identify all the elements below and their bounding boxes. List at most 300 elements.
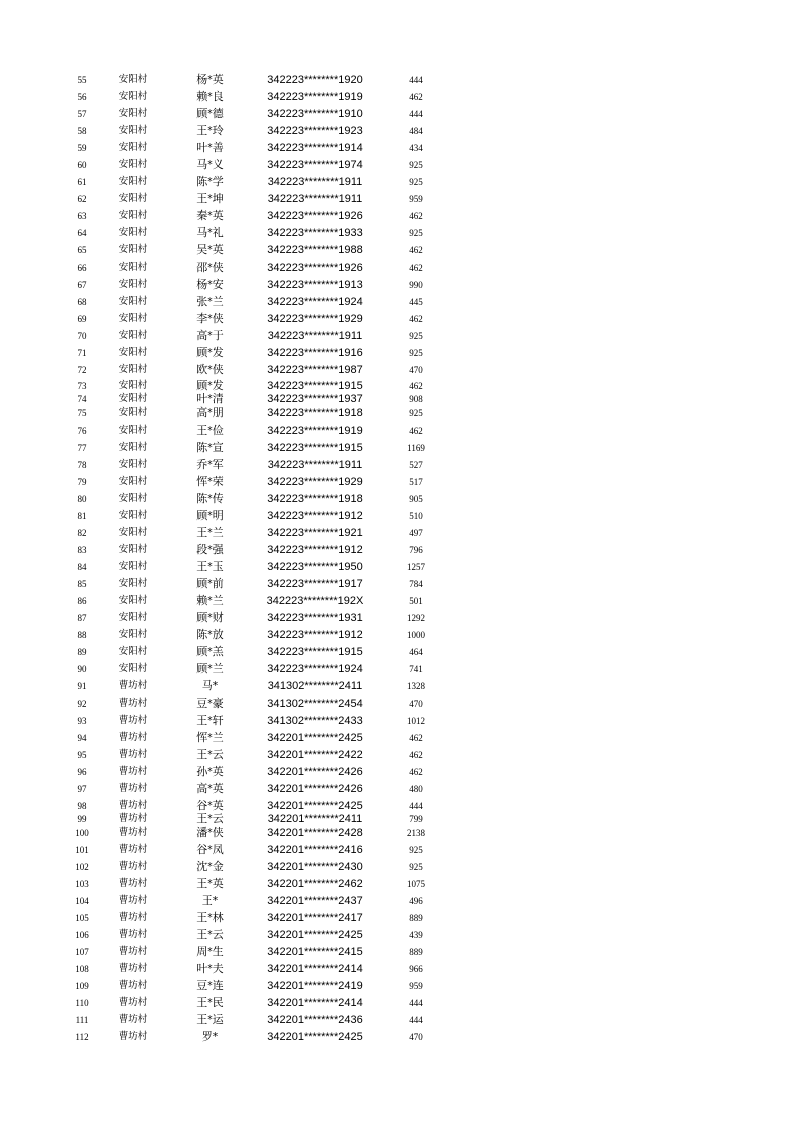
amount: 470	[409, 699, 423, 709]
row-number: 72	[77, 365, 87, 375]
table-row	[0, 842, 793, 858]
row-number: 60	[77, 160, 87, 170]
id-number: 342201********2411	[267, 813, 363, 825]
row-number: 82	[77, 528, 87, 538]
amount: 462	[409, 92, 423, 102]
village-name: 安阳村	[118, 629, 148, 640]
table-row	[0, 140, 793, 156]
amount: 470	[409, 365, 423, 375]
table-row	[0, 491, 793, 507]
id-number: 342223********1924	[267, 296, 363, 308]
person-name: 陈*放	[196, 628, 224, 641]
village-name: 曹坊村	[118, 980, 148, 991]
id-number: 342223********1929	[267, 313, 363, 325]
person-name: 段*强	[196, 543, 224, 556]
amount: 470	[409, 1032, 423, 1042]
village-name: 安阳村	[118, 74, 148, 85]
row-number: 84	[77, 562, 87, 572]
amount: 741	[409, 664, 423, 674]
table-row	[0, 893, 793, 909]
person-name: 高*英	[196, 782, 224, 795]
id-number: 342223********1913	[267, 279, 363, 291]
row-number: 89	[77, 647, 87, 657]
amount: 1012	[407, 716, 425, 726]
person-name: 叶*善	[196, 141, 224, 154]
amount: 497	[409, 528, 423, 538]
row-number: 79	[77, 477, 87, 487]
village-name: 曹坊村	[118, 766, 148, 777]
village-name: 安阳村	[118, 296, 148, 307]
amount: 925	[409, 348, 423, 358]
id-number: 342201********2426	[267, 783, 363, 795]
row-number: 75	[77, 408, 87, 418]
id-number: 342201********2425	[267, 800, 363, 812]
amount: 462	[409, 211, 423, 221]
row-number: 107	[75, 947, 89, 957]
person-name: 顾*兰	[196, 662, 224, 675]
table-row	[0, 328, 793, 344]
person-name: 恽*荣	[196, 475, 224, 488]
person-name: 孙*英	[196, 765, 224, 778]
person-name: 欧*侠	[196, 363, 224, 376]
person-name: 赖*兰	[196, 594, 224, 607]
id-number: 342223********1912	[267, 544, 363, 556]
amount: 1169	[407, 443, 425, 453]
row-number: 70	[77, 331, 87, 341]
row-number: 55	[77, 75, 87, 85]
amount: 990	[409, 280, 423, 290]
village-name: 曹坊村	[118, 1014, 148, 1025]
id-number: 342223********1923	[267, 125, 363, 137]
id-number: 342223********1926	[267, 210, 363, 222]
table-row	[0, 961, 793, 977]
village-name: 曹坊村	[118, 680, 148, 691]
row-number: 77	[77, 443, 87, 453]
row-number: 56	[77, 92, 87, 102]
amount: 444	[409, 75, 423, 85]
amount: 959	[409, 194, 423, 204]
amount: 925	[409, 408, 423, 418]
table-row	[0, 978, 793, 994]
id-number: 342223********1929	[267, 476, 363, 488]
row-number: 93	[77, 716, 87, 726]
amount: 444	[409, 1015, 423, 1025]
person-name: 王*林	[196, 911, 224, 924]
table-row	[0, 876, 793, 892]
id-number: 342223********1931	[267, 612, 363, 624]
table-row	[0, 910, 793, 926]
table-row	[0, 525, 793, 541]
row-number: 63	[77, 211, 87, 221]
row-number: 105	[75, 913, 89, 923]
table-row	[0, 72, 793, 88]
id-number: 342223********1988	[267, 244, 363, 256]
table-row	[0, 576, 793, 592]
table-row	[0, 747, 793, 763]
row-number: 94	[77, 733, 87, 743]
table-row	[0, 405, 793, 421]
amount: 784	[409, 579, 423, 589]
amount: 462	[409, 381, 423, 391]
id-number: 342223********1914	[267, 142, 363, 154]
person-name: 王*民	[196, 996, 224, 1009]
amount: 925	[409, 160, 423, 170]
table-row	[0, 362, 793, 378]
amount: 889	[409, 913, 423, 923]
person-name: 叶*夫	[196, 962, 224, 975]
row-number: 73	[77, 381, 87, 391]
village-name: 安阳村	[118, 561, 148, 572]
amount: 462	[409, 767, 423, 777]
amount: 517	[409, 477, 423, 487]
row-number: 85	[77, 579, 87, 589]
row-number: 96	[77, 767, 87, 777]
row-number: 78	[77, 460, 87, 470]
person-name: 王*云	[196, 812, 224, 825]
person-name: 张*兰	[196, 295, 224, 308]
table-row	[0, 440, 793, 456]
person-name: 王*	[201, 894, 219, 907]
table-row	[0, 508, 793, 524]
id-number: 342223********1911	[267, 176, 363, 188]
amount: 925	[409, 228, 423, 238]
amount: 925	[409, 331, 423, 341]
person-name: 顾*发	[196, 346, 224, 359]
id-number: 341302********2411	[267, 680, 363, 692]
village-name: 安阳村	[118, 425, 148, 436]
person-name: 王*轩	[196, 714, 224, 727]
village-name: 安阳村	[118, 227, 148, 238]
table-row	[0, 696, 793, 712]
id-number: 342223********1924	[267, 663, 363, 675]
id-number: 342201********2414	[267, 963, 363, 975]
row-number: 101	[75, 845, 89, 855]
id-number: 342223********1916	[267, 347, 363, 359]
amount: 2138	[407, 828, 425, 838]
village-name: 安阳村	[118, 244, 148, 255]
table-row	[0, 1029, 793, 1045]
village-name: 曹坊村	[118, 895, 148, 906]
id-number: 342223********1974	[267, 159, 363, 171]
table-row	[0, 995, 793, 1011]
row-number: 61	[77, 177, 87, 187]
person-name: 谷*英	[196, 799, 224, 812]
village-name: 安阳村	[118, 407, 148, 418]
id-number: 342223********1911	[267, 193, 363, 205]
row-number: 68	[77, 297, 87, 307]
row-number: 86	[77, 596, 87, 606]
id-number: 342223********1933	[267, 227, 363, 239]
id-number: 342223********1919	[267, 91, 363, 103]
amount: 444	[409, 801, 423, 811]
id-number: 342223********1950	[267, 561, 363, 573]
id-number: 342223********192X	[266, 595, 364, 607]
row-number: 95	[77, 750, 87, 760]
village-name: 曹坊村	[118, 1031, 148, 1042]
table-row	[0, 242, 793, 258]
person-name: 豆*连	[196, 979, 224, 992]
table-row	[0, 208, 793, 224]
village-name: 安阳村	[118, 595, 148, 606]
amount: 527	[409, 460, 423, 470]
table-row	[0, 277, 793, 293]
row-number: 62	[77, 194, 87, 204]
village-name: 安阳村	[118, 364, 148, 375]
id-number: 342223********1987	[267, 364, 363, 376]
row-number: 83	[77, 545, 87, 555]
village-name: 安阳村	[118, 578, 148, 589]
amount: 799	[409, 814, 423, 824]
row-number: 65	[77, 245, 87, 255]
id-number: 342201********2425	[267, 929, 363, 941]
id-number: 342223********1911	[267, 459, 363, 471]
person-name: 顾*前	[196, 577, 224, 590]
person-name: 杨*安	[196, 278, 224, 291]
amount: 796	[409, 545, 423, 555]
amount: 959	[409, 981, 423, 991]
table-row	[0, 593, 793, 609]
person-name: 杨*英	[196, 73, 224, 86]
village-name: 安阳村	[118, 108, 148, 119]
table-row	[0, 474, 793, 490]
table-row	[0, 191, 793, 207]
village-name: 安阳村	[118, 527, 148, 538]
person-name: 王*坤	[196, 192, 224, 205]
row-number: 90	[77, 664, 87, 674]
person-name: 王*英	[196, 877, 224, 890]
village-name: 安阳村	[118, 210, 148, 221]
person-name: 王*运	[196, 1013, 224, 1026]
person-name: 罗*	[201, 1030, 219, 1043]
id-number: 342201********2437	[267, 895, 363, 907]
table-row	[0, 157, 793, 173]
amount: 925	[409, 177, 423, 187]
amount: 445	[409, 297, 423, 307]
row-number: 67	[77, 280, 87, 290]
village-name: 曹坊村	[118, 749, 148, 760]
person-name: 吴*英	[196, 243, 224, 256]
amount: 444	[409, 109, 423, 119]
row-number: 87	[77, 613, 87, 623]
id-number: 342201********2416	[267, 844, 363, 856]
village-name: 曹坊村	[118, 698, 148, 709]
row-number: 69	[77, 314, 87, 324]
id-number: 342223********1918	[267, 407, 363, 419]
id-number: 342201********2425	[267, 732, 363, 744]
amount: 908	[409, 394, 423, 404]
amount: 462	[409, 750, 423, 760]
table-row	[0, 294, 793, 310]
table-row	[0, 542, 793, 558]
table-row	[0, 781, 793, 797]
id-number: 341302********2454	[267, 698, 363, 710]
amount: 1000	[407, 630, 425, 640]
person-name: 邵*侠	[196, 261, 224, 274]
id-number: 342201********2415	[267, 946, 363, 958]
village-name: 安阳村	[118, 279, 148, 290]
row-number: 66	[77, 263, 87, 273]
row-number: 80	[77, 494, 87, 504]
row-number: 111	[75, 1015, 89, 1025]
village-name: 安阳村	[118, 142, 148, 153]
amount: 444	[409, 998, 423, 1008]
table-row	[0, 678, 793, 694]
id-number: 342201********2426	[267, 766, 363, 778]
amount: 1328	[407, 681, 425, 691]
amount: 480	[409, 784, 423, 794]
person-name: 周*生	[196, 945, 224, 958]
table-row	[0, 225, 793, 241]
person-name: 顾*羔	[196, 645, 224, 658]
id-number: 342223********1917	[267, 578, 363, 590]
id-number: 342201********2417	[267, 912, 363, 924]
id-number: 342201********2428	[267, 827, 363, 839]
amount: 905	[409, 494, 423, 504]
amount: 462	[409, 263, 423, 273]
village-name: 曹坊村	[118, 861, 148, 872]
row-number: 58	[77, 126, 87, 136]
village-name: 曹坊村	[118, 946, 148, 957]
row-number: 110	[75, 998, 89, 1008]
village-name: 曹坊村	[118, 878, 148, 889]
village-name: 曹坊村	[118, 963, 148, 974]
person-name: 高*于	[196, 329, 224, 342]
row-number: 98	[77, 801, 87, 811]
id-number: 342223********1915	[267, 380, 363, 392]
person-name: 顾*财	[196, 611, 224, 624]
row-number: 97	[77, 784, 87, 794]
village-name: 曹坊村	[118, 800, 148, 811]
village-name: 安阳村	[118, 459, 148, 470]
person-name: 王*兰	[196, 526, 224, 539]
village-name: 曹坊村	[118, 912, 148, 923]
table-row	[0, 311, 793, 327]
village-name: 安阳村	[118, 193, 148, 204]
id-number: 342201********2462	[267, 878, 363, 890]
table-row	[0, 89, 793, 105]
person-name: 顾*明	[196, 509, 224, 522]
village-name: 安阳村	[118, 393, 148, 404]
row-number: 91	[77, 681, 87, 691]
village-name: 安阳村	[118, 663, 148, 674]
village-name: 曹坊村	[118, 715, 148, 726]
village-name: 曹坊村	[118, 997, 148, 1008]
village-name: 曹坊村	[118, 732, 148, 743]
table-row	[0, 610, 793, 626]
id-number: 342201********2430	[267, 861, 363, 873]
village-name: 安阳村	[118, 176, 148, 187]
village-name: 安阳村	[118, 510, 148, 521]
row-number: 99	[77, 814, 87, 824]
amount: 434	[409, 143, 423, 153]
person-name: 马*义	[196, 158, 224, 171]
amount: 484	[409, 126, 423, 136]
person-name: 李*侠	[196, 312, 224, 325]
village-name: 曹坊村	[118, 813, 148, 824]
id-number: 342201********2422	[267, 749, 363, 761]
id-number: 342223********1911	[267, 330, 363, 342]
row-number: 71	[77, 348, 87, 358]
person-name: 恽*兰	[196, 731, 224, 744]
row-number: 76	[77, 426, 87, 436]
table-row	[0, 345, 793, 361]
row-number: 108	[75, 964, 89, 974]
village-name: 安阳村	[118, 476, 148, 487]
row-number: 92	[77, 699, 87, 709]
village-name: 曹坊村	[118, 827, 148, 838]
amount: 462	[409, 733, 423, 743]
amount: 1257	[407, 562, 425, 572]
id-number: 341302********2433	[267, 715, 363, 727]
person-name: 王*俭	[196, 424, 224, 437]
amount: 966	[409, 964, 423, 974]
village-name: 曹坊村	[118, 929, 148, 940]
village-name: 安阳村	[118, 313, 148, 324]
id-number: 342223********1912	[267, 629, 363, 641]
table-row	[0, 713, 793, 729]
person-name: 谷*凤	[196, 843, 224, 856]
id-number: 342223********1937	[267, 393, 363, 405]
table-row	[0, 260, 793, 276]
amount: 462	[409, 245, 423, 255]
amount: 439	[409, 930, 423, 940]
person-name: 王*玲	[196, 124, 224, 137]
table-row	[0, 1012, 793, 1028]
person-name: 陈*学	[196, 175, 224, 188]
person-name: 秦*英	[196, 209, 224, 222]
row-number: 100	[75, 828, 89, 838]
table-row	[0, 106, 793, 122]
village-name: 安阳村	[118, 493, 148, 504]
table-row	[0, 123, 793, 139]
id-number: 342223********1915	[267, 646, 363, 658]
table-row	[0, 825, 793, 841]
table-row	[0, 944, 793, 960]
row-number: 88	[77, 630, 87, 640]
row-number: 102	[75, 862, 89, 872]
row-number: 112	[75, 1032, 89, 1042]
person-name: 王*云	[196, 928, 224, 941]
village-name: 安阳村	[118, 380, 148, 391]
table-row	[0, 927, 793, 943]
row-number: 109	[75, 981, 89, 991]
village-name: 安阳村	[118, 262, 148, 273]
id-number: 342223********1919	[267, 425, 363, 437]
table-row	[0, 661, 793, 677]
person-name: 陈*宣	[196, 441, 224, 454]
amount: 496	[409, 896, 423, 906]
village-name: 曹坊村	[118, 783, 148, 794]
amount: 889	[409, 947, 423, 957]
row-number: 103	[75, 879, 89, 889]
person-name: 潘*侠	[196, 826, 224, 839]
village-name: 安阳村	[118, 544, 148, 555]
person-name: 豆*豪	[196, 697, 224, 710]
amount: 462	[409, 314, 423, 324]
id-number: 342223********1912	[267, 510, 363, 522]
village-name: 曹坊村	[118, 844, 148, 855]
person-name: 高*朋	[196, 406, 224, 419]
row-number: 59	[77, 143, 87, 153]
village-name: 安阳村	[118, 646, 148, 657]
amount: 925	[409, 862, 423, 872]
person-name: 王*云	[196, 748, 224, 761]
table-row	[0, 423, 793, 439]
row-number: 64	[77, 228, 87, 238]
row-number: 81	[77, 511, 87, 521]
amount: 510	[409, 511, 423, 521]
table-row	[0, 174, 793, 190]
